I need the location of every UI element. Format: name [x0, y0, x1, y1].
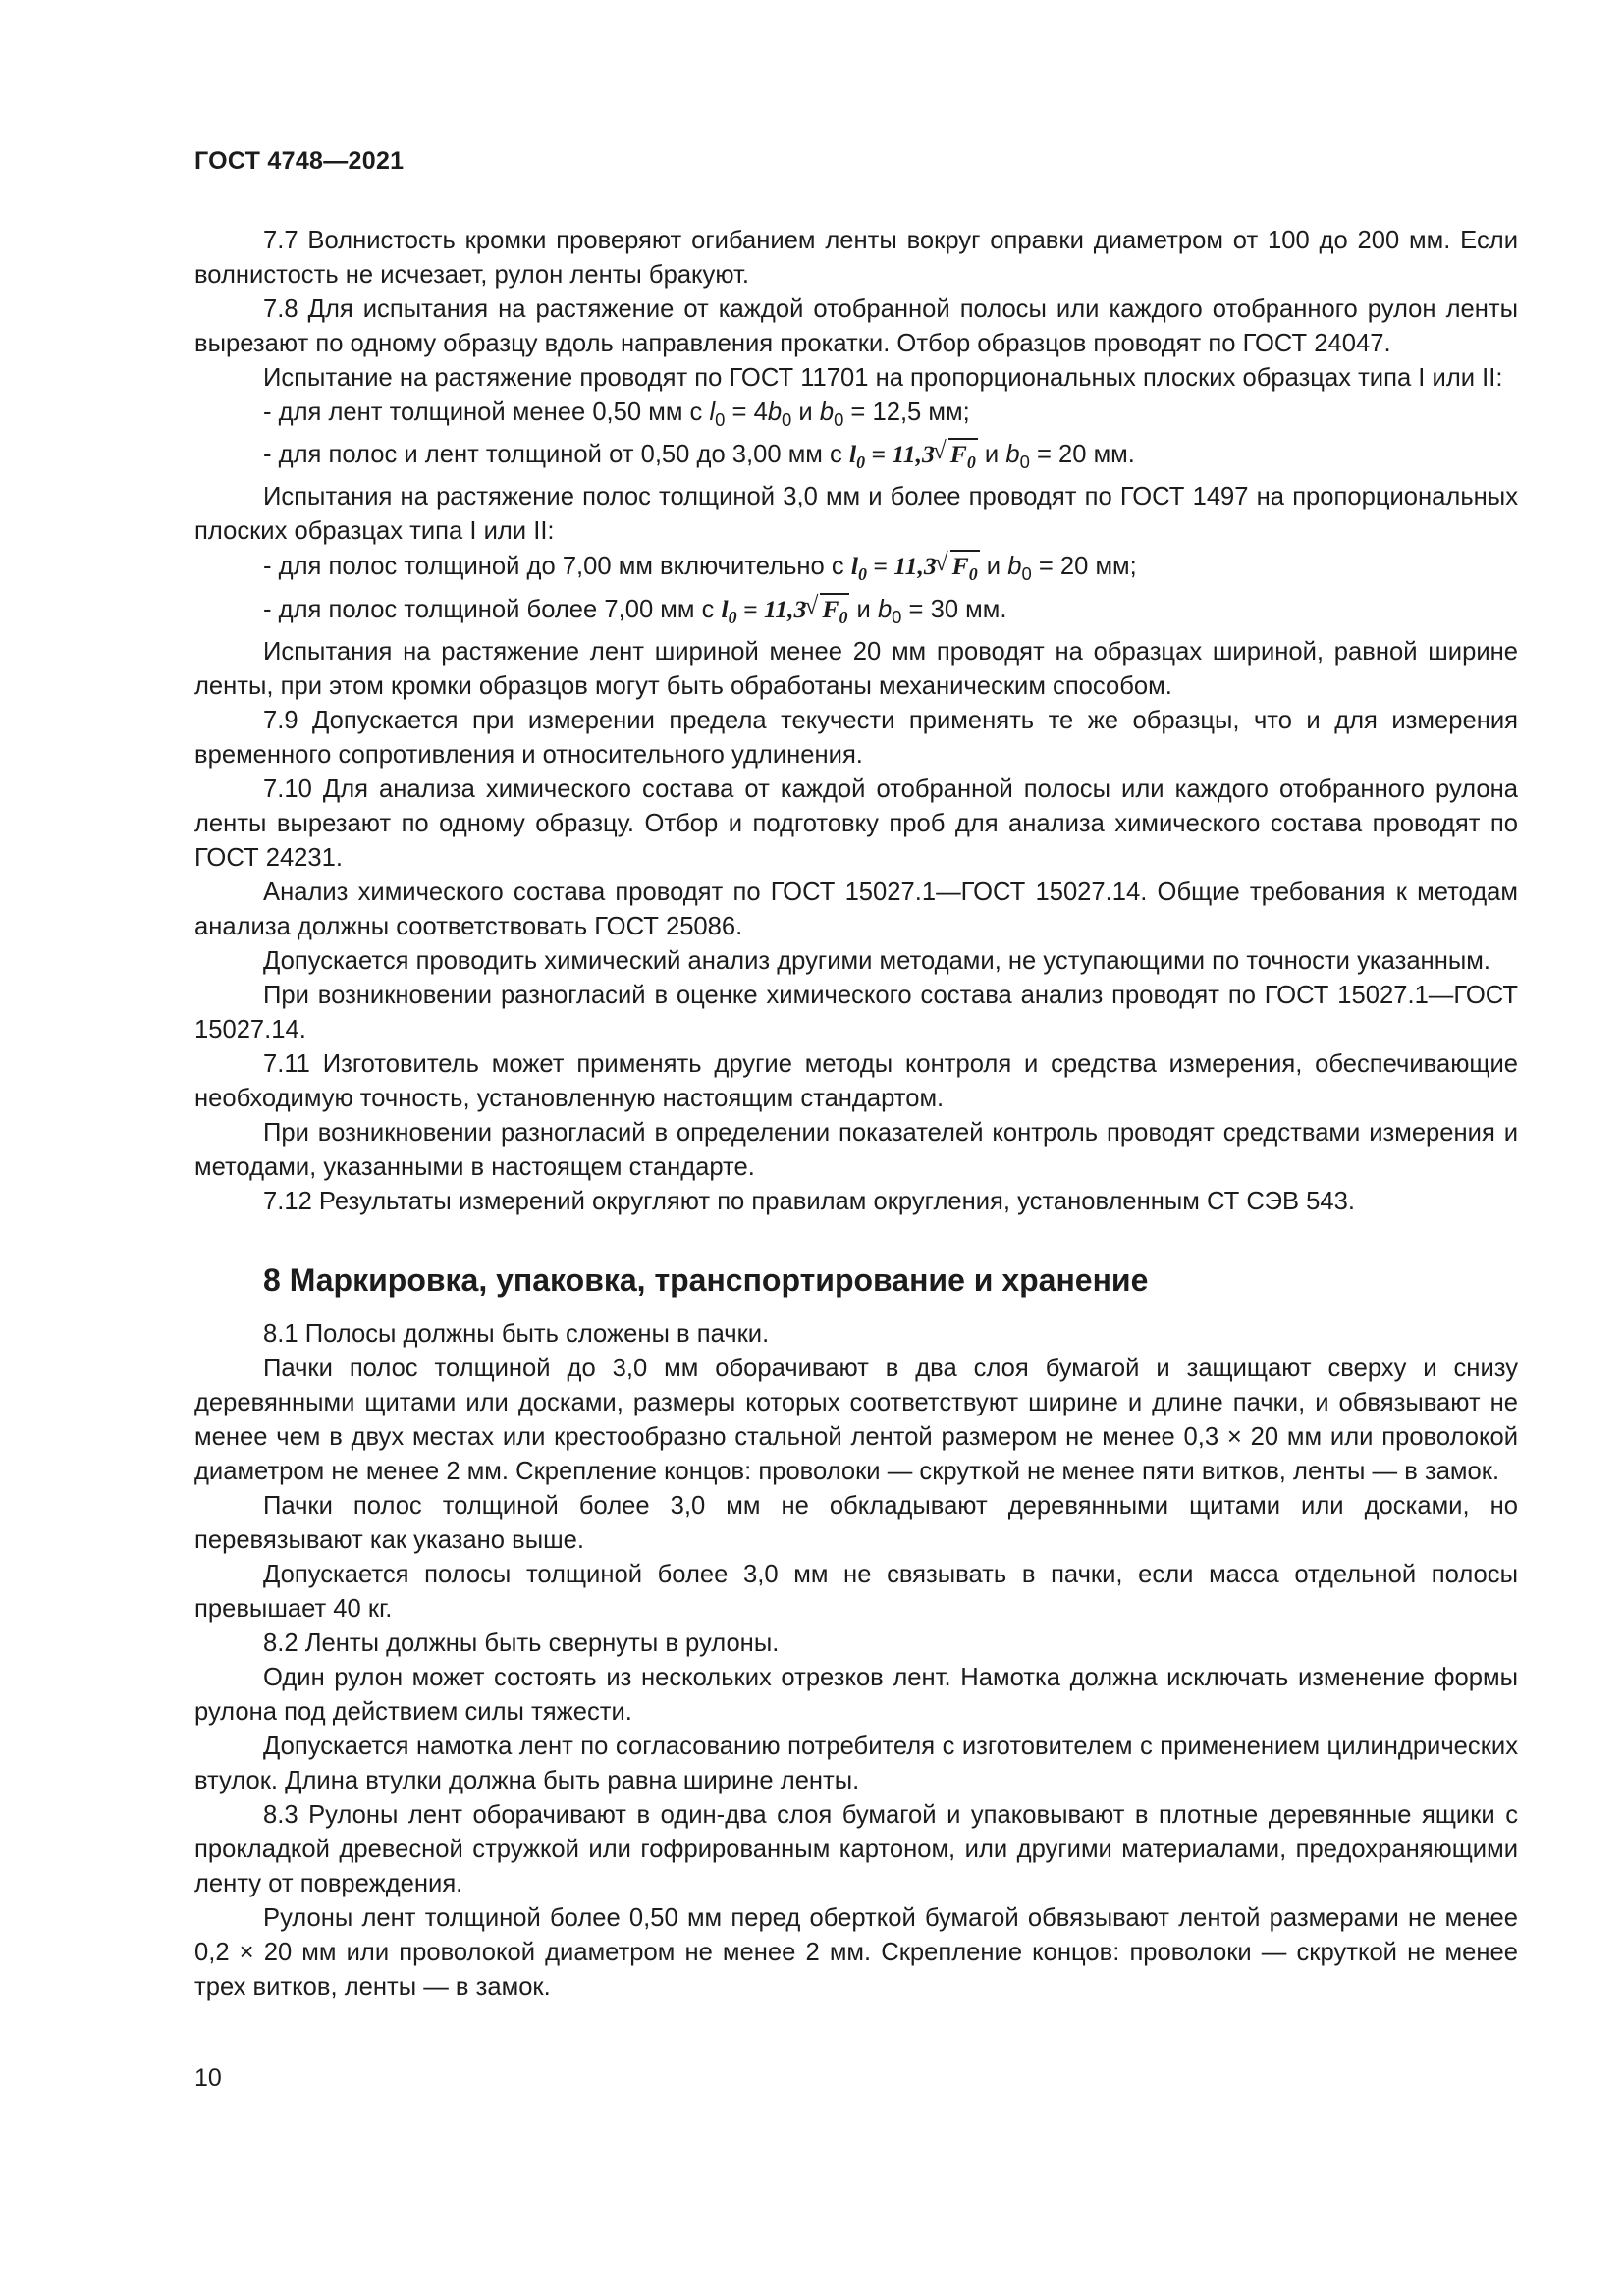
sub-zero: 0 — [782, 409, 792, 430]
paragraph-7-8-c: Испытания на растяжение полос толщиной 3,0 мм и более проводят по ГОСТ 1497 на пропорциональных плоских образцах типа I или II: — [194, 483, 1518, 545]
formula-l0: $l_0 = 11,3√$ $F_0$ — [851, 552, 980, 580]
paragraph-8-1: 8.1 Полосы должны быть сложены в пачки. — [263, 1320, 770, 1348]
paragraph-7-10: 7.10 Для анализа химического состава от каждой отобранной полосы или каждого отобранного рулона ленты вырезают по одному образцу. Отбор и подготовку проб для анализа химического состава проводят по ГОСТ 24231. — [194, 775, 1518, 872]
paragraph-8-1-d: Допускается полосы толщиной более 3,0 мм не связывать в пачки, если масса отдельной полосы превышает 40 кг. — [194, 1561, 1518, 1623]
formula-l0: $l_0 = 11,3√$ $F_0$ — [849, 440, 978, 468]
formula-l0: $l_0 = 11,3√$ $F_0$ — [722, 595, 850, 623]
sub-zero: 0 — [1019, 452, 1030, 472]
document-code: ГОСТ 4748—2021 — [194, 147, 405, 175]
list-item-3: - для полос толщиной до 7,00 мм включительно с $l_0 = 11,3√$ $F_0$ и $b_0 = 20$ мм; — [194, 549, 1518, 592]
list-item-text: - для полос толщиной до 7,00 мм включительно с — [263, 553, 844, 580]
list-item-text: = 20 мм. — [1029, 441, 1135, 468]
paragraph-7-11: 7.11 Изготовитель может применять другие методы контроля и средства измерения, обеспечивающие необходимую точность, установленную настоящим стандартом. — [194, 1050, 1518, 1112]
paragraph-8-2-b: Один рулон может состоять из нескольких отрезков лент. Намотка должна исключать изменение формы рулона под действием силы тяжести. — [194, 1664, 1518, 1726]
paragraph-8-1-b: Пачки полос толщиной до 3,0 мм оборачивают в два слоя бумагой и защищают сверху и снизу деревянными щитами или досками, размеры которых соответствуют ширине и длине пачки, и обвязывают не менее чем в двух местах или крестообразно стальной лентой размером не менее 0,3 × 20 мм или проволокой диаметром не менее 2 мм. Скрепление концов: проволоки — скруткой не менее пяти витков, ленты — в замок. — [194, 1355, 1518, 1485]
paragraph-7-8-d: Испытания на растяжение лент шириной менее 20 мм проводят на образцах шириной, равной ширине ленты, при этом кромки образцов могут быть обработаны механическим способом. — [194, 638, 1518, 700]
list-item-4: - для полос толщиной более 7,00 мм с $l_0 = 11,3√$ $F_0$ и $b_0 = 30$ мм. — [194, 592, 1518, 635]
var-b: b — [1007, 553, 1022, 580]
list-item-text: - для полос и лент толщиной от 0,50 до 3,00 мм с — [263, 441, 842, 468]
list-item-2: - для полос и лент толщиной от 0,50 до 3,00 мм с $l_0 = 11,3√$ $F_0$ и $b_0 = 20$ мм. — [194, 437, 1518, 480]
paragraph-8-2: 8.2 Ленты должны быть свернуты в рулоны. — [263, 1629, 780, 1657]
list-item-text: = 12,5 мм; — [843, 399, 970, 426]
paragraph-7-9: 7.9 Допускается при измерении предела текучести применять те же образцы, что и для измерения временного сопротивления и относительного удлинения. — [194, 707, 1518, 769]
var-b: b — [819, 399, 835, 426]
list-item-1 — [194, 396, 1518, 437]
paragraph-7-12: 7.12 Результаты измерений округляют по правилам округления, установленным СТ СЭВ 543. — [263, 1188, 1355, 1215]
document-body — [194, 224, 1518, 2004]
var-l: l — [709, 399, 716, 426]
paragraph-7-10-d: При возникновении разногласий в оценке химического состава анализ проводят по ГОСТ 15027.1—ГОСТ 15027.14. — [194, 982, 1518, 1043]
paragraph-8-2-c: Допускается намотка лент по согласованию потребителя с изготовителем с применением цилиндрических втулок. Длина втулки должна быть равна ширине ленты. — [194, 1733, 1518, 1794]
paragraph-7-10-b: Анализ химического состава проводят по ГОСТ 15027.1—ГОСТ 15027.14. Общие требования к методам анализа должны соответствовать ГОСТ 25086. — [194, 879, 1518, 940]
sub-zero: 0 — [834, 409, 844, 430]
list-item-text: = 4 — [725, 399, 768, 426]
paragraph-8-3-b: Рулоны лент толщиной более 0,50 мм перед оберткой бумагой обвязывают лентой размерами не менее 0,2 × 20 мм или проволокой диаметром не менее 2 мм. Скрепление концов: проволоки — скруткой не менее трех витков, ленты — в замок. — [194, 1904, 1518, 2001]
list-item-text: и — [791, 399, 820, 426]
paragraph-7-10-c: Допускается проводить химический анализ другими методами, не уступающими по точности указанным. — [263, 947, 1490, 975]
page-number: 10 — [194, 2064, 222, 2092]
section-8-title: 8 Маркировка, упаковка, транспортирование и хранение — [263, 1262, 1149, 1298]
sub-zero: 0 — [892, 607, 902, 627]
paragraph-7-11-b: При возникновении разногласий в определении показателей контроль проводят средствами измерения и методами, указанными в настоящем стандарте. — [194, 1119, 1518, 1181]
sub-zero: 0 — [1021, 563, 1032, 584]
var-b: b — [767, 399, 783, 426]
var-b: b — [877, 596, 893, 623]
var-b: b — [1005, 441, 1020, 468]
paragraph-7-7: 7.7 Волнистость кромки проверяют огибанием ленты вокруг оправки диаметром от 100 до 200 мм. Если волнистость не исчезает, рулон ленты бракуют. — [194, 227, 1518, 289]
paragraph-7-8-b: Испытание на растяжение проводят по ГОСТ 11701 на пропорциональных плоских образцах типа I или II: — [263, 364, 1503, 392]
list-item-text: - для лент толщиной менее 0,50 мм с — [263, 399, 703, 426]
paragraph-7-8: 7.8 Для испытания на растяжение от каждой отобранной полосы или каждого отобранного рулон ленты вырезают по одному образцу вдоль направления прокатки. Отбор образцов проводят по ГОСТ 24047. — [194, 295, 1518, 357]
sub-zero: 0 — [715, 409, 726, 430]
list-item-text: = 30 мм. — [901, 596, 1007, 623]
paragraph-8-3: 8.3 Рулоны лент оборачивают в один-два слоя бумагой и упаковывают в плотные деревянные ящики с прокладкой древесной стружкой или гофрированным картоном, или другими материалами, предохраняющими ленту от повреждения. — [194, 1801, 1518, 1897]
paragraph-8-1-c: Пачки полос толщиной более 3,0 мм не обкладывают деревянными щитами или досками, но перевязывают как указано выше. — [194, 1492, 1518, 1554]
list-item-text: = 20 мм; — [1031, 553, 1137, 580]
list-item-text: - для полос толщиной более 7,00 мм с — [263, 596, 715, 623]
